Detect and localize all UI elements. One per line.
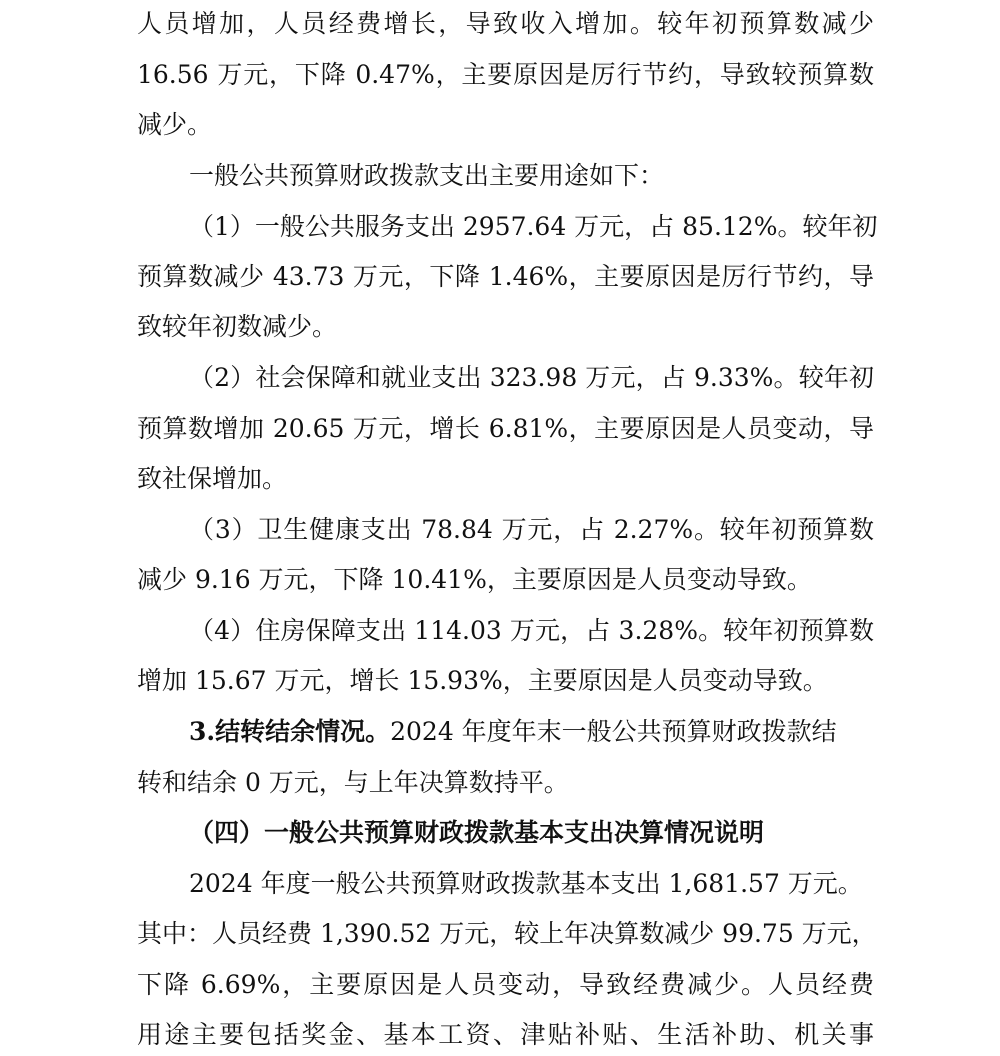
section-intro-line: 一般公共预算财政拨款支出主要用途如下：: [189, 161, 665, 190]
paragraph-line: 转和结余 0 万元，与上年决算数持平。: [137, 768, 569, 797]
list-item-3-line: 减少 9.16 万元，下降 10.41%，主要原因是人员变动导致。: [137, 565, 812, 594]
list-item-3-line: （3）卫生健康支出 78.84 万元，占 2.27%。较年初预算数: [189, 515, 874, 544]
paragraph-line: 人员增加，人员经费增长，导致收入增加。较年初预算数减少: [137, 9, 874, 38]
paragraph-line: 下降 6.69%，主要原因是人员变动，导致经费减少。人员经费: [137, 970, 874, 999]
paragraph-line: 2024 年度一般公共预算财政拨款基本支出 1,681.57 万元。: [189, 869, 863, 898]
paragraph-line: 用途主要包括奖金、基本工资、津贴补贴、生活补助、机关事: [137, 1020, 874, 1049]
paragraph-line: 减少。: [137, 110, 213, 139]
section-heading: （四）一般公共预算财政拨款基本支出决算情况说明: [189, 818, 765, 847]
paragraph-line: [189, 712, 874, 752]
list-item-2-line: 致社保增加。: [137, 464, 288, 493]
list-item-2-line: 预算数增加 20.65 万元，增长 6.81%，主要原因是人员变动，导: [137, 414, 874, 443]
paragraph-line: 16.56 万元，下降 0.47%，主要原因是厉行节约，导致较预算数: [137, 60, 874, 89]
list-item-2-line: （2）社会保障和就业支出 323.98 万元，占 9.33%。较年初: [189, 363, 874, 392]
list-item-4-line: 增加 15.67 万元，增长 15.93%，主要原因是人员变动导致。: [137, 666, 828, 695]
list-item-1-line: 预算数减少 43.73 万元，下降 1.46%，主要原因是厉行节约，导: [137, 262, 874, 291]
subheading-carryover: 3.结转结余情况。: [189, 717, 391, 746]
list-item-1-line: 致较年初数减少。: [137, 312, 338, 341]
list-item-4-line: （4）住房保障支出 114.03 万元，占 3.28%。较年初预算数: [189, 616, 874, 645]
carryover-text: 2024 年度年末一般公共预算财政拨款结: [390, 717, 837, 746]
paragraph-line: 其中：人员经费 1,390.52 万元，较上年决算数减少 99.75 万元，: [137, 919, 877, 948]
list-item-1-line: （1）一般公共服务支出 2957.64 万元，占 85.12%。较年初: [189, 212, 878, 241]
